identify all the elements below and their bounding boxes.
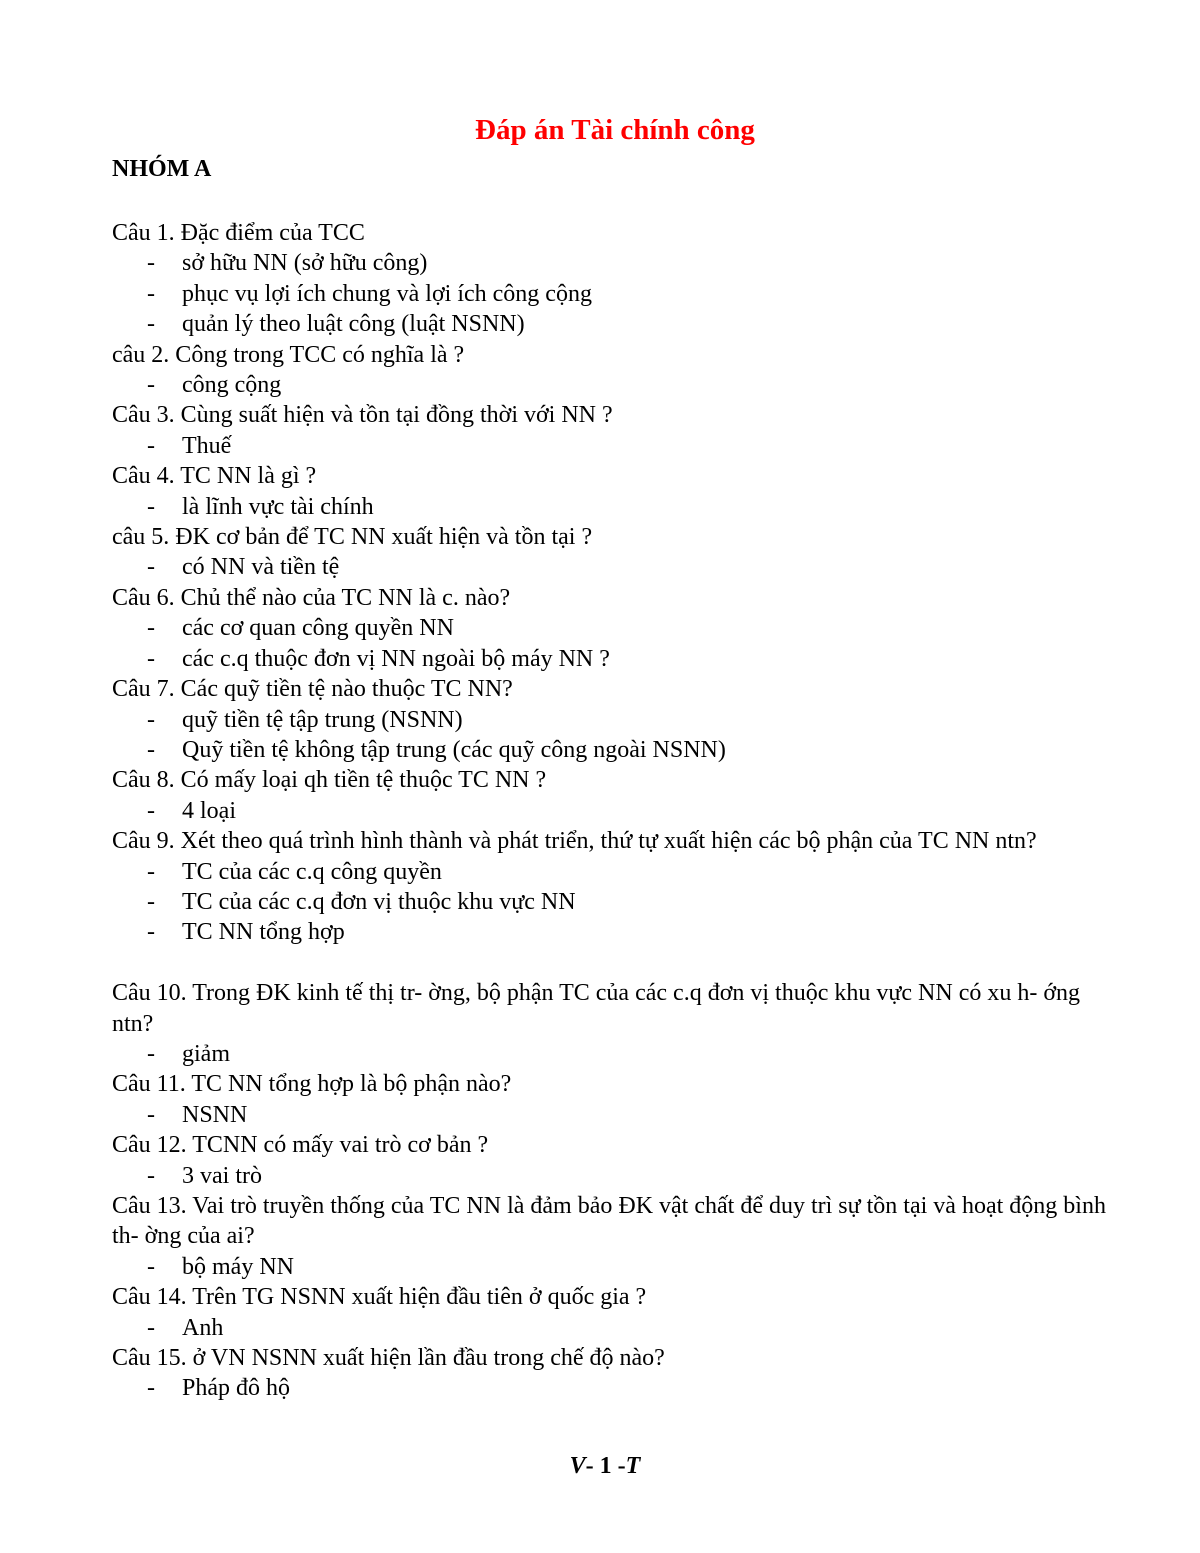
answer-item	[112, 248, 1122, 278]
answer-item	[112, 309, 1122, 339]
answer-text: bộ máy NN	[182, 1253, 294, 1280]
question-text: Câu 13. Vai trò truyền thống của TC NN là đảm bảo ĐK vật chất để duy trì sự tồn tại và hoạt động bình th- ờng của ai?	[112, 1192, 1106, 1250]
answer-item	[112, 796, 1122, 826]
dash-bullet: -	[147, 645, 155, 672]
answer-text: các c.q thuộc đơn vị NN ngoài bộ máy NN ?	[182, 645, 610, 672]
answer-text: NSNN	[182, 1101, 248, 1128]
dash-bullet: -	[147, 1375, 155, 1402]
dash-bullet: -	[147, 888, 155, 915]
answer-text: quản lý theo luật công (luật NSNN)	[182, 311, 525, 338]
answer-text: phục vụ lợi ích chung và lợi ích công cộng	[182, 280, 592, 307]
answer-text: 4 loại	[182, 797, 236, 824]
footer-right: T	[625, 1453, 641, 1479]
answer-item	[112, 1039, 1122, 1069]
answer-text: công cộng	[182, 372, 282, 399]
dash-bullet: -	[147, 280, 155, 307]
document-title: Đáp án Tài chính công	[475, 114, 755, 146]
answer-text: Anh	[182, 1314, 224, 1341]
answer-item	[112, 644, 1122, 674]
answer-item	[112, 370, 1122, 400]
group-heading: NHÓM A	[112, 156, 212, 182]
answer-text: TC NN tổng hợp	[182, 919, 345, 946]
dash-bullet: -	[147, 432, 155, 459]
question-text: Câu 12. TCNN có mấy vai trò cơ bản ?	[112, 1132, 489, 1159]
answer-item	[112, 279, 1122, 309]
answer-item	[112, 431, 1122, 461]
question-text: Câu 4. TC NN là gì ?	[112, 463, 317, 490]
dash-bullet: -	[147, 797, 155, 824]
question-text: Câu 11. TC NN tổng hợp là bộ phận nào?	[112, 1071, 512, 1098]
question-text: Câu 1. Đặc điểm của TCC	[112, 220, 365, 246]
answer-text: TC của các c.q đơn vị thuộc khu vực NN	[182, 888, 576, 915]
dash-bullet: -	[147, 1314, 155, 1341]
answer-text: Pháp đô hộ	[182, 1375, 290, 1402]
blank-line	[112, 948, 1122, 978]
answer-item	[112, 492, 1122, 522]
answer-text: sở hữu NN (sở hữu công)	[182, 250, 428, 277]
question-text: Câu 3. Cùng suất hiện và tồn tại đồng thời với NN ?	[112, 402, 613, 429]
dash-bullet: -	[147, 858, 155, 885]
dash-bullet: -	[147, 1101, 155, 1128]
dash-bullet: -	[147, 311, 155, 338]
question-text: Câu 14. Trên TG NSNN xuất hiện đầu tiên ở quốc gia ?	[112, 1284, 647, 1311]
question-text: Câu 7. Các quỹ tiền tệ nào thuộc TC NN?	[112, 676, 513, 703]
dash-bullet: -	[147, 736, 155, 763]
question-list	[112, 218, 1122, 1404]
dash-bullet: -	[147, 919, 155, 946]
answer-item	[112, 1373, 1122, 1403]
question-text: Câu 9. Xét theo quá trình hình thành và phát triển, thứ tự xuất hiện các bộ phận của TC NN ntn?	[112, 828, 1037, 855]
dash-bullet: -	[147, 554, 155, 581]
answer-item	[112, 1161, 1122, 1191]
dash-bullet: -	[147, 250, 155, 277]
question-text: câu 5. ĐK cơ bản để TC NN xuất hiện và tồn tại ?	[112, 524, 593, 551]
answer-text: Thuế	[182, 432, 232, 459]
answer-item	[112, 613, 1122, 643]
answer-text: là lĩnh vực tài chính	[182, 493, 374, 520]
dash-bullet: -	[147, 1162, 155, 1189]
answer-item	[112, 1252, 1122, 1282]
answer-text: giảm	[182, 1040, 230, 1067]
dash-bullet: -	[147, 706, 155, 733]
page-footer	[0, 1448, 1200, 1484]
question-text: Câu 15. ở VN NSNN xuất hiện lần đầu trong chế độ nào?	[112, 1345, 665, 1372]
answer-item	[112, 1100, 1122, 1130]
answer-item	[112, 887, 1122, 917]
answer-text: TC của các c.q công quyền	[182, 858, 442, 885]
answer-text: 3 vai trò	[182, 1162, 262, 1189]
question-text: Câu 10. Trong ĐK kinh tế thị tr- ờng, bộ phận TC của các c.q đơn vị thuộc khu vực NN có xu h- ớng ntn?	[112, 980, 1081, 1037]
dash-bullet: -	[147, 1040, 155, 1067]
dash-bullet: -	[147, 1253, 155, 1280]
dash-bullet: -	[147, 372, 155, 399]
answer-item	[112, 735, 1122, 765]
answer-text: quỹ tiền tệ tập trung (NSNN)	[182, 706, 463, 733]
question-text: Câu 8. Có mấy loại qh tiền tệ thuộc TC NN ?	[112, 767, 547, 794]
answer-item	[112, 552, 1122, 582]
answer-text: có NN và tiền tệ	[182, 554, 340, 581]
answer-item	[112, 857, 1122, 887]
dash-bullet: -	[147, 615, 155, 642]
question-text: câu 2. Công trong TCC có nghĩa là ?	[112, 341, 465, 368]
answer-item	[112, 705, 1122, 735]
answer-text: Quỹ tiền tệ không tập trung (các quỹ công ngoài NSNN)	[182, 736, 726, 763]
footer-left: V	[569, 1453, 586, 1479]
answer-item	[112, 1313, 1122, 1343]
answer-text: các cơ quan công quyền NN	[182, 615, 454, 642]
answer-item	[112, 917, 1122, 947]
question-text: Câu 6. Chủ thể nào của TC NN là c. nào?	[112, 584, 511, 611]
dash-bullet: -	[147, 493, 155, 520]
page-number: - 1 -	[585, 1453, 626, 1479]
